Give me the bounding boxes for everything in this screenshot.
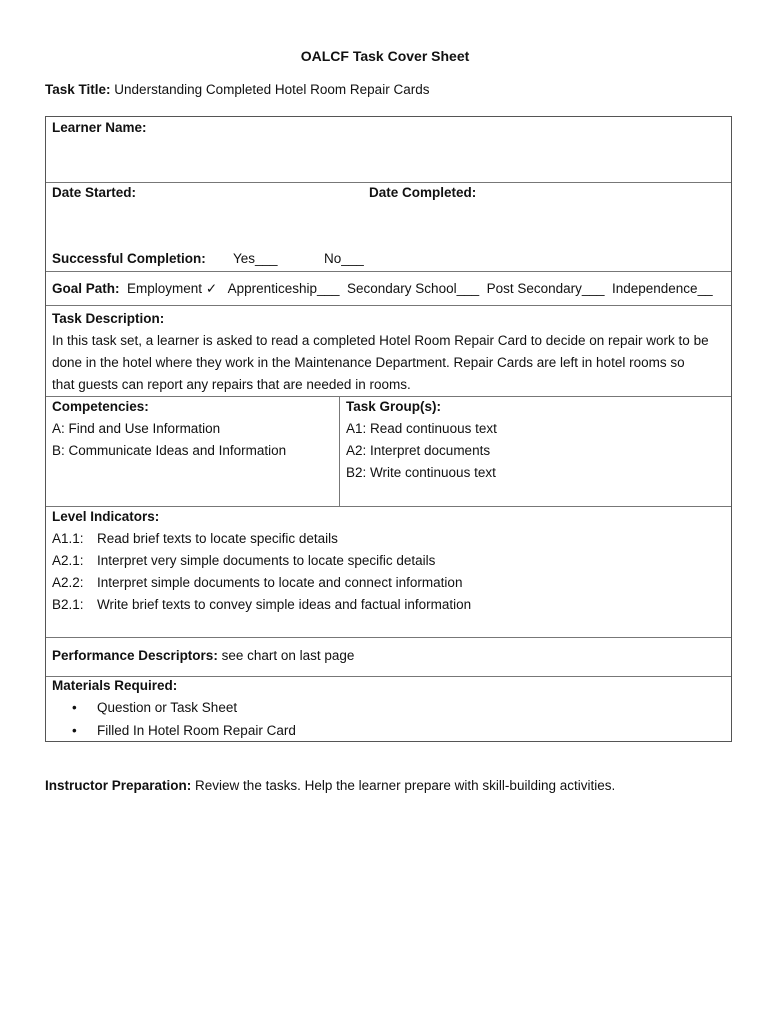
goal-independence: Independence__ [611,281,713,296]
task-description-line: that guests can report any repairs that are needed in rooms. [52,377,411,392]
goal-path-row [52,278,713,300]
level-indicator-text: Read brief texts to locate specific details [97,531,338,546]
performance-descriptors-value: see chart on last page [221,648,355,663]
cover-sheet-table [45,116,732,742]
level-indicator-code: A2.1: [52,553,84,568]
level-indicator-code: B2.1: [52,597,84,612]
divider [46,271,731,272]
task-groups-label: Task Group(s): [346,399,442,414]
task-title-line [45,82,429,97]
instructor-preparation-value: Review the tasks. Help the learner prepare with skill-building activities. [195,778,616,793]
goal-post-secondary: Post Secondary___ [486,281,605,296]
task-description-line: In this task set, a learner is asked to read a completed Hotel Room Repair Card to decide on repair work to be [52,333,709,348]
task-title-value: Understanding Completed Hotel Room Repair Cards [114,82,430,97]
completion-no: No___ [324,251,364,266]
level-indicator-code: A2.2: [52,575,84,590]
completion-yes: Yes___ [233,251,278,266]
competency-item: B: Communicate Ideas and Information [52,443,287,458]
task-description-label: Task Description: [52,311,165,326]
divider [46,305,731,306]
level-indicator-code: A1.1: [52,531,84,546]
task-group-item: A2: Interpret documents [346,443,491,458]
successful-completion-label: Successful Completion: [52,251,206,266]
performance-descriptors-label: Performance Descriptors: [52,648,218,663]
bullet-icon: • [72,723,77,738]
date-completed-label: Date Completed: [369,185,477,200]
document-title: OALCF Task Cover Sheet [300,48,470,64]
material-item: Question or Task Sheet [97,700,238,715]
task-title-label: Task Title: [45,82,111,97]
task-group-item: A1: Read continuous text [346,421,497,436]
learner-name-label: Learner Name: [52,120,147,135]
divider [46,637,731,638]
materials-required-label: Materials Required: [52,678,178,693]
goal-path-label: Goal Path: [52,281,120,296]
competencies-label: Competencies: [52,399,149,414]
material-item: Filled In Hotel Room Repair Card [97,723,296,738]
level-indicators-label: Level Indicators: [52,509,160,524]
date-started-label: Date Started: [52,185,137,200]
goal-employment: Employment [127,281,203,296]
bullet-icon: • [72,700,77,715]
goal-apprenticeship: Apprenticeship___ [227,281,340,296]
task-description-line: done in the hotel where they work in the Maintenance Department. Repair Cards are left in hotel rooms so [52,355,685,370]
instructor-preparation [45,778,615,793]
competency-item: A: Find and Use Information [52,421,221,436]
performance-descriptors-row [52,645,354,667]
level-indicator-text: Interpret simple documents to locate and connect information [97,575,463,590]
instructor-preparation-label: Instructor Preparation: [45,778,192,793]
column-divider [339,396,340,506]
level-indicator-text: Write brief texts to convey simple ideas and factual information [97,597,472,612]
level-indicator-text: Interpret very simple documents to locate specific details [97,553,436,568]
check-icon: ✓ [205,281,218,296]
goal-secondary-school: Secondary School___ [347,281,480,296]
task-group-item: B2: Write continuous text [346,465,496,480]
